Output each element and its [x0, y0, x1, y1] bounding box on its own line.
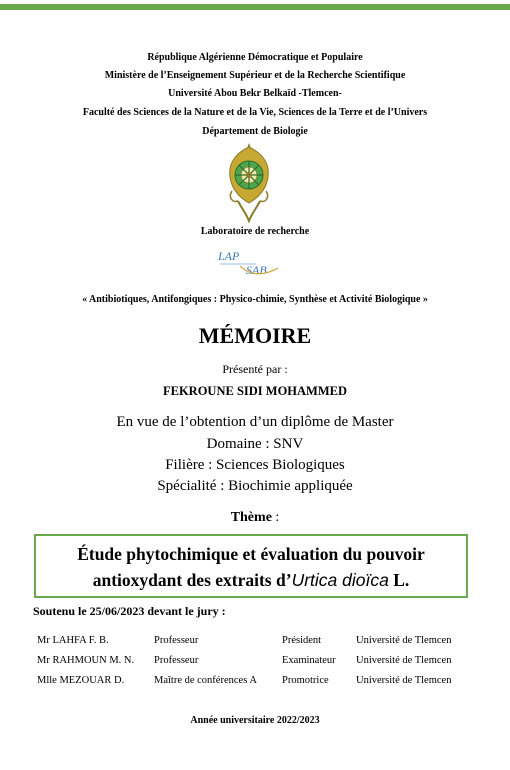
specialty-line: Spécialité : Biochimie appliquée: [157, 478, 353, 494]
faculty-line: Faculté des Sciences de la Nature et de la Vie, Sciences de la Terre et de l’Univers: [82, 107, 428, 118]
theme-title-line-2: [36, 567, 466, 593]
jury-member-name: Mr RAHMOUN M. N.: [37, 655, 135, 666]
university-line: Université Abou Bekr Belkaïd -Tlemcen-: [168, 88, 342, 99]
jury-member-institution: Université de Tlemcen: [356, 655, 452, 666]
domain-line: Domaine : SNV: [206, 436, 304, 452]
ministry-line: Ministère de l’Enseignement Supérieur et de la Recherche Scientifique: [104, 70, 406, 81]
jury-row: [0, 675, 510, 691]
lab-name: « Antibiotiques, Antifongiques : Physico-chimie, Synthèse et Activité Biologique »: [82, 294, 428, 305]
theme-colon: :: [271, 510, 280, 525]
jury-member-name: Mr LAHFA F. B.: [37, 635, 109, 646]
degree-line: En vue de l’obtention d’un diplôme de Master: [116, 414, 394, 430]
theme-label: Thème: [230, 510, 272, 525]
jury-member-rank: Maître de conférences A: [154, 675, 257, 686]
jury-member-institution: Université de Tlemcen: [356, 635, 452, 646]
lab-logo: [216, 246, 282, 280]
theme-box: [34, 534, 468, 598]
academic-year: Année universitaire 2022/2023: [190, 715, 320, 726]
university-emblem-icon: [224, 141, 274, 223]
jury-member-institution: Université de Tlemcen: [356, 675, 452, 686]
lab-logo-bottom-text: SAB: [246, 263, 267, 277]
top-green-bar: [0, 4, 510, 10]
theme-title-line-1: Étude phytochimique et évaluation du pouvoir: [77, 544, 425, 564]
jury-member-role: Promotrice: [282, 675, 329, 686]
jury-member-role: Examinateur: [282, 655, 336, 666]
lab-logo-top-text: LAP: [218, 249, 240, 263]
jury-member-rank: Professeur: [154, 635, 199, 646]
jury-heading: Soutenu le 25/06/2023 devant le jury :: [33, 604, 226, 618]
department-line: Département de Biologie: [202, 126, 308, 137]
filiere-line: Filière : Sciences Biologiques: [165, 457, 345, 473]
jury-member-role: Président: [282, 635, 322, 646]
species-name: Urtica dioïca: [291, 570, 389, 590]
theme-title-suffix: L.: [388, 570, 410, 590]
jury-member-rank: Professeur: [154, 655, 199, 666]
republic-line: République Algérienne Démocratique et Populaire: [147, 52, 363, 63]
jury-row: [0, 655, 510, 671]
lab-label: Laboratoire de recherche: [200, 226, 310, 237]
presented-by-label: Présenté par :: [222, 362, 288, 376]
memoire-title: MÉMOIRE: [198, 323, 312, 348]
theme-heading: [0, 510, 510, 526]
jury-member-name: Mlle MEZOUAR D.: [37, 675, 125, 686]
theme-title-prefix: antioxydant des extraits d’: [92, 570, 292, 590]
author-name: FEKROUNE SIDI MOHAMMED: [162, 384, 348, 398]
jury-row: [0, 635, 510, 651]
